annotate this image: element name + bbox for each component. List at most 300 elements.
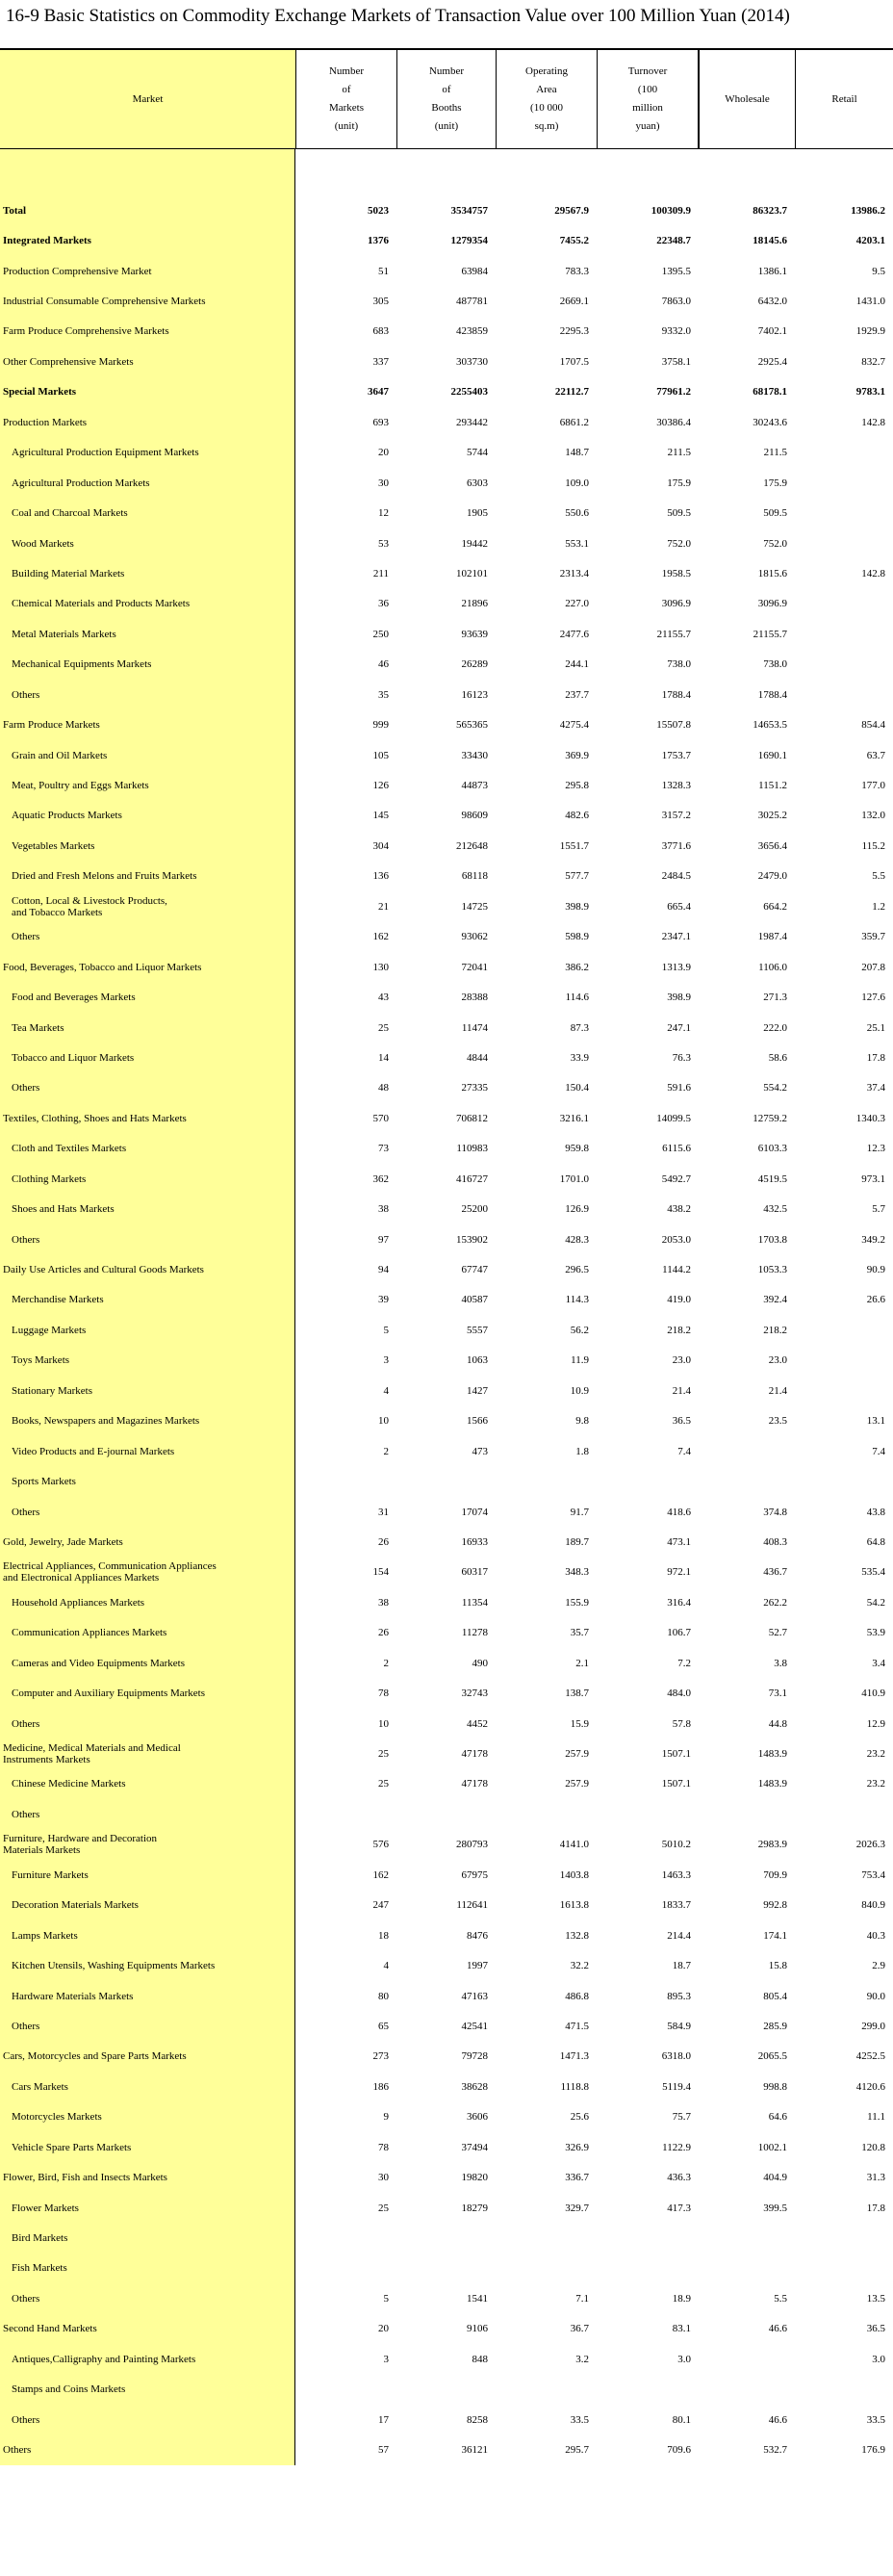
market-name-cell: Books, Newspapers and Magazines Markets — [0, 1406, 295, 1436]
value-cell: 17.8 — [866, 2202, 885, 2214]
value-cell: 87.3 — [570, 1021, 589, 1034]
value-cell: 9.8 — [575, 1415, 589, 1428]
value-cell: 554.2 — [763, 1082, 787, 1095]
value-cell: 126 — [372, 780, 389, 792]
value-cell: 553.1 — [565, 537, 589, 550]
value-cell: 35.7 — [570, 1627, 589, 1639]
value-cell: 80.1 — [672, 2413, 691, 2426]
value-cell: 46 — [378, 658, 389, 671]
value-cell: 142.8 — [861, 416, 885, 428]
value-cell: 1340.3 — [855, 1112, 885, 1124]
value-cell: 21.4 — [672, 1384, 691, 1397]
value-cell: 1403.8 — [559, 1868, 589, 1881]
market-name-cell: Cars Markets — [0, 2072, 295, 2101]
value-cell: 386.2 — [565, 961, 589, 973]
value-cell: 15.9 — [570, 1717, 589, 1730]
value-cell: 207.8 — [861, 961, 885, 973]
value-cell: 32743 — [461, 1687, 488, 1700]
table-row — [0, 558, 893, 588]
value-cell: 1690.1 — [757, 749, 787, 761]
value-cell: 1701.0 — [559, 1172, 589, 1185]
value-cell: 2065.5 — [757, 2050, 787, 2063]
value-cell: 30 — [378, 477, 389, 489]
value-cell: 31 — [378, 1506, 389, 1518]
market-name-cell: Building Material Markets — [0, 558, 295, 588]
table-header — [0, 48, 893, 149]
value-cell: 4844 — [467, 1051, 488, 1064]
market-name-cell: Others — [0, 2283, 295, 2313]
value-cell: 490 — [472, 1657, 488, 1669]
table-row — [0, 589, 893, 619]
table-row — [0, 2072, 893, 2101]
value-cell: 576 — [372, 1839, 389, 1851]
value-cell: 120.8 — [861, 2141, 885, 2153]
value-cell: 145 — [372, 810, 389, 822]
value-cell: 6318.0 — [661, 2050, 691, 2063]
value-cell: 1471.3 — [559, 2050, 589, 2063]
value-cell: 1386.1 — [757, 265, 787, 277]
value-cell: 584.9 — [667, 2020, 691, 2032]
value-cell: 37494 — [461, 2141, 488, 2153]
value-cell: 591.6 — [667, 1082, 691, 1095]
value-cell: 186 — [372, 2080, 389, 2093]
value-cell: 42541 — [461, 2020, 488, 2032]
value-cell: 13.5 — [866, 2292, 885, 2305]
value-cell: 752.0 — [667, 537, 691, 550]
value-cell: 222.0 — [763, 1021, 787, 1034]
value-cell: 33.5 — [570, 2413, 589, 2426]
value-cell: 174.1 — [763, 1929, 787, 1942]
value-cell: 3.4 — [872, 1657, 885, 1669]
market-name-cell: Computer and Auxiliary Equipments Markets — [0, 1678, 295, 1708]
value-cell: 21.4 — [768, 1384, 787, 1397]
value-cell: 280793 — [456, 1839, 488, 1851]
market-name-cell: Communication Appliances Markets — [0, 1618, 295, 1648]
value-cell: 7863.0 — [661, 296, 691, 308]
market-name-cell: Integrated Markets — [0, 225, 295, 255]
value-cell: 2255403 — [450, 386, 488, 399]
value-cell: 1118.8 — [560, 2080, 589, 2093]
value-cell: 398.9 — [565, 900, 589, 913]
market-name-cell: Other Comprehensive Markets — [0, 347, 295, 376]
value-cell: 484.0 — [667, 1687, 691, 1700]
value-cell: 40587 — [461, 1294, 488, 1306]
value-cell: 33.9 — [570, 1051, 589, 1064]
value-cell: 3758.1 — [661, 355, 691, 368]
market-name-cell: Agricultural Production Markets — [0, 468, 295, 498]
value-cell: 369.9 — [565, 749, 589, 761]
value-cell: 6103.3 — [757, 1143, 787, 1155]
value-cell: 6115.6 — [662, 1143, 691, 1155]
value-cell: 436.7 — [763, 1566, 787, 1579]
value-cell: 1395.5 — [661, 265, 691, 277]
value-cell: 473.1 — [667, 1535, 691, 1548]
value-cell: 214.4 — [667, 1929, 691, 1942]
table-row — [0, 650, 893, 680]
value-cell: 218.2 — [763, 1324, 787, 1336]
value-cell: 2026.3 — [855, 1839, 885, 1851]
table-row — [0, 317, 893, 347]
table-row — [0, 1950, 893, 1980]
statistics-table — [0, 48, 893, 2465]
table-row — [0, 619, 893, 649]
value-cell: 211.5 — [763, 447, 787, 459]
table-row — [0, 1648, 893, 1678]
value-cell: 473 — [472, 1445, 488, 1457]
value-cell: 44873 — [461, 780, 488, 792]
value-cell: 25 — [378, 1021, 389, 1034]
value-cell: 1151.2 — [758, 780, 787, 792]
value-cell: 18.7 — [672, 1960, 691, 1972]
value-cell: 3.0 — [677, 2353, 691, 2365]
value-cell: 840.9 — [861, 1899, 885, 1912]
value-cell: 60317 — [461, 1566, 488, 1579]
value-cell: 56.2 — [570, 1324, 589, 1336]
market-name-cell: Tobacco and Liquor Markets — [0, 1043, 295, 1072]
value-cell: 752.0 — [763, 537, 787, 550]
value-cell: 25.6 — [570, 2111, 589, 2124]
market-name-cell: Cameras and Video Equipments Markets — [0, 1648, 295, 1678]
value-cell: 36.5 — [672, 1415, 691, 1428]
value-cell: 570 — [372, 1112, 389, 1124]
market-name-cell: Flower Markets — [0, 2193, 295, 2223]
value-cell: 1427 — [467, 1384, 488, 1397]
value-cell: 1328.3 — [661, 780, 691, 792]
value-cell: 1613.8 — [559, 1899, 589, 1912]
value-cell: 392.4 — [763, 1294, 787, 1306]
value-cell: 7.4 — [677, 1445, 691, 1457]
value-cell: 337 — [372, 355, 389, 368]
table-row — [0, 922, 893, 952]
value-cell: 9783.1 — [855, 386, 885, 399]
value-cell: 25200 — [461, 1203, 488, 1216]
market-name-cell: Luggage Markets — [0, 1315, 295, 1345]
value-cell: 3157.2 — [661, 810, 691, 822]
value-cell: 15.8 — [768, 1960, 787, 1972]
header-markets: Number of Markets (unit) — [295, 50, 396, 148]
value-cell: 305 — [372, 296, 389, 308]
value-cell: 57.8 — [672, 1717, 691, 1730]
market-name-cell: Others — [0, 2405, 295, 2434]
value-cell: 2477.6 — [559, 628, 589, 640]
value-cell: 110983 — [456, 1143, 488, 1155]
table-row — [0, 1830, 893, 1860]
value-cell: 27335 — [461, 1082, 488, 1095]
value-cell: 1376 — [368, 235, 389, 247]
market-name-cell: Wood Markets — [0, 528, 295, 558]
market-name-cell: Sports Markets — [0, 1466, 295, 1496]
market-name-cell: Others — [0, 1073, 295, 1103]
market-name-cell: Textiles, Clothing, Shoes and Hats Markets — [0, 1103, 295, 1133]
value-cell: 410.9 — [861, 1687, 885, 1700]
value-cell: 78 — [378, 2141, 389, 2153]
value-cell: 51 — [378, 265, 389, 277]
table-row — [0, 1436, 893, 1466]
value-cell: 471.5 — [565, 2020, 589, 2032]
table-row — [0, 195, 893, 225]
table-row — [0, 982, 893, 1012]
value-cell: 1987.4 — [757, 931, 787, 943]
value-cell: 67975 — [461, 1868, 488, 1881]
table-row — [0, 1678, 893, 1708]
table-row — [0, 1739, 893, 1768]
table-row — [0, 1285, 893, 1315]
value-cell: 14653.5 — [753, 719, 787, 732]
value-cell: 38 — [378, 1203, 389, 1216]
value-cell: 10 — [378, 1415, 389, 1428]
value-cell: 75.7 — [672, 2111, 691, 2124]
value-cell: 154 — [372, 1566, 389, 1579]
value-cell: 23.0 — [768, 1354, 787, 1367]
value-cell: 293442 — [456, 416, 488, 428]
value-cell: 91.7 — [570, 1506, 589, 1518]
value-cell: 247 — [372, 1899, 389, 1912]
market-name-cell: Special Markets — [0, 377, 295, 407]
table-row — [0, 2434, 893, 2464]
value-cell: 105 — [372, 749, 389, 761]
market-name-cell: Others — [0, 1799, 295, 1829]
market-name-cell: Vegetables Markets — [0, 831, 295, 861]
value-cell: 487781 — [456, 296, 488, 308]
value-cell: 53 — [378, 537, 389, 550]
market-name-cell: Others — [0, 1709, 295, 1739]
table-row — [0, 1981, 893, 2011]
table-row — [0, 377, 893, 407]
market-name-cell: Shoes and Hats Markets — [0, 1194, 295, 1224]
value-cell: 362 — [372, 1172, 389, 1185]
table-row — [0, 1920, 893, 1950]
table-title: 16-9 Basic Statistics on Commodity Exchange Markets of Transaction Value over 100 Million Yuan (2014) — [6, 6, 790, 26]
value-cell: 5492.7 — [661, 1172, 691, 1185]
header-area: Operating Area (10 000 sq.m) — [496, 50, 597, 148]
table-row — [0, 528, 893, 558]
value-cell: 227.0 — [565, 598, 589, 610]
value-cell: 176.9 — [861, 2444, 885, 2457]
table-body — [0, 195, 893, 2465]
value-cell: 23.5 — [768, 1415, 787, 1428]
value-cell: 296.5 — [565, 1264, 589, 1276]
market-name-cell: Clothing Markets — [0, 1164, 295, 1194]
value-cell: 175.9 — [667, 477, 691, 489]
value-cell: 992.8 — [763, 1899, 787, 1912]
value-cell: 33.5 — [866, 2413, 885, 2426]
table-row — [0, 801, 893, 831]
value-cell: 1483.9 — [757, 1748, 787, 1761]
value-cell: 73.1 — [768, 1687, 787, 1700]
value-cell: 46.6 — [768, 2323, 787, 2335]
value-cell: 148.7 — [565, 447, 589, 459]
table-row — [0, 1194, 893, 1224]
value-cell: 38628 — [461, 2080, 488, 2093]
value-cell: 26.6 — [866, 1294, 885, 1306]
value-cell: 22112.7 — [554, 386, 589, 399]
value-cell: 3096.9 — [757, 598, 787, 610]
value-cell: 25 — [378, 1778, 389, 1790]
value-cell: 1753.7 — [661, 749, 691, 761]
value-cell: 349.2 — [861, 1233, 885, 1246]
value-cell: 25.1 — [866, 1021, 885, 1034]
value-cell: 48 — [378, 1082, 389, 1095]
table-row — [0, 1709, 893, 1739]
value-cell: 11278 — [461, 1627, 488, 1639]
value-cell: 132.8 — [565, 1929, 589, 1942]
table-row — [0, 1164, 893, 1194]
value-cell: 738.0 — [667, 658, 691, 671]
value-cell: 783.3 — [565, 265, 589, 277]
value-cell: 4452 — [467, 1717, 488, 1730]
value-cell: 30386.4 — [656, 416, 691, 428]
value-cell: 25 — [378, 1748, 389, 1761]
value-cell: 106.7 — [667, 1627, 691, 1639]
value-cell: 114.3 — [565, 1294, 589, 1306]
value-cell: 3.0 — [872, 2353, 885, 2365]
value-cell: 10 — [378, 1717, 389, 1730]
value-cell: 54.2 — [866, 1596, 885, 1609]
value-cell: 416727 — [456, 1172, 488, 1185]
value-cell: 115.2 — [861, 839, 885, 852]
value-cell: 4141.0 — [559, 1839, 589, 1851]
value-cell: 11.1 — [867, 2111, 885, 2124]
value-cell: 973.1 — [861, 1172, 885, 1185]
value-cell: 138.7 — [565, 1687, 589, 1700]
table-row — [0, 770, 893, 800]
value-cell: 29567.9 — [554, 204, 589, 217]
value-cell: 46.6 — [768, 2413, 787, 2426]
value-cell: 237.7 — [565, 688, 589, 701]
market-name-cell: Furniture, Hardware and Decoration Materials Markets — [0, 1830, 295, 1860]
value-cell: 78 — [378, 1687, 389, 1700]
value-cell: 19442 — [461, 537, 488, 550]
value-cell: 68118 — [461, 870, 488, 883]
market-name-cell: Total — [0, 195, 295, 225]
market-name-cell: Aquatic Products Markets — [0, 801, 295, 831]
market-name-cell: Second Hand Markets — [0, 2314, 295, 2344]
market-name-cell: Others — [0, 680, 295, 709]
value-cell: 535.4 — [861, 1566, 885, 1579]
market-name-cell: Farm Produce Markets — [0, 709, 295, 739]
market-name-cell: Cotton, Local & Livestock Products, and Tobacco Markets — [0, 891, 295, 921]
value-cell: 93062 — [461, 931, 488, 943]
table-row — [0, 2132, 893, 2162]
value-cell: 1788.4 — [757, 688, 787, 701]
market-name-cell: Lamps Markets — [0, 1920, 295, 1950]
market-name-cell: Fish Markets — [0, 2254, 295, 2283]
value-cell: 21155.7 — [656, 628, 691, 640]
market-name-cell: Decoration Materials Markets — [0, 1891, 295, 1920]
value-cell: 438.2 — [667, 1203, 691, 1216]
value-cell: 21896 — [461, 598, 488, 610]
market-name-cell: Others — [0, 2434, 295, 2464]
value-cell: 1313.9 — [661, 961, 691, 973]
value-cell: 299.0 — [861, 2020, 885, 2032]
value-cell: 417.3 — [667, 2202, 691, 2214]
table-row — [0, 952, 893, 982]
value-cell: 21155.7 — [753, 628, 787, 640]
value-cell: 1144.2 — [662, 1264, 691, 1276]
value-cell: 43 — [378, 992, 389, 1004]
table-row — [0, 831, 893, 861]
value-cell: 257.9 — [565, 1778, 589, 1790]
value-cell: 30243.6 — [753, 416, 787, 428]
value-cell: 38 — [378, 1596, 389, 1609]
value-cell: 47178 — [461, 1748, 488, 1761]
value-cell: 550.6 — [565, 507, 589, 520]
table-row — [0, 740, 893, 770]
value-cell: 130 — [372, 961, 389, 973]
table-row — [0, 1013, 893, 1043]
market-name-cell: Vehicle Spare Parts Markets — [0, 2132, 295, 2162]
value-cell: 2925.4 — [757, 355, 787, 368]
value-cell: 2 — [383, 1445, 389, 1457]
market-name-cell: Antiques,Calligraphy and Painting Markets — [0, 2344, 295, 2374]
value-cell: 53.9 — [866, 1627, 885, 1639]
value-cell: 7.2 — [677, 1657, 691, 1669]
table-row — [0, 891, 893, 921]
header-wholesale: Wholesale — [699, 50, 795, 148]
market-name-cell: Food and Beverages Markets — [0, 982, 295, 1012]
value-cell: 329.7 — [565, 2202, 589, 2214]
table-row — [0, 1043, 893, 1072]
value-cell: 33430 — [461, 749, 488, 761]
value-cell: 26 — [378, 1535, 389, 1548]
value-cell: 162 — [372, 1868, 389, 1881]
value-cell: 895.3 — [667, 1990, 691, 2002]
value-cell: 211.5 — [667, 447, 691, 459]
value-cell: 4 — [383, 1960, 389, 1972]
table-row — [0, 1860, 893, 1890]
value-cell: 25 — [378, 2202, 389, 2214]
value-cell: 13.1 — [866, 1415, 885, 1428]
value-cell: 18.9 — [672, 2292, 691, 2305]
value-cell: 9106 — [467, 2323, 488, 2335]
value-cell: 285.9 — [763, 2020, 787, 2032]
value-cell: 848 — [472, 2353, 488, 2365]
value-cell: 5.5 — [872, 870, 885, 883]
table-row — [0, 2011, 893, 2041]
value-cell: 854.4 — [861, 719, 885, 732]
table-row — [0, 1891, 893, 1920]
value-cell: 17 — [378, 2413, 389, 2426]
table-row — [0, 1134, 893, 1164]
value-cell: 4 — [383, 1384, 389, 1397]
value-cell: 972.1 — [667, 1566, 691, 1579]
value-cell: 1063 — [467, 1354, 488, 1367]
value-cell: 1833.7 — [661, 1899, 691, 1912]
value-cell: 250 — [372, 628, 389, 640]
value-cell: 16123 — [461, 688, 488, 701]
table-row — [0, 468, 893, 498]
market-name-cell: Food, Beverages, Tobacco and Liquor Markets — [0, 952, 295, 982]
value-cell: 3606 — [467, 2111, 488, 2124]
value-cell: 1997 — [467, 1960, 488, 1972]
value-cell: 336.7 — [565, 2172, 589, 2184]
value-cell: 428.3 — [565, 1233, 589, 1246]
value-cell: 6861.2 — [559, 416, 589, 428]
market-name-cell: Merchandise Markets — [0, 1285, 295, 1315]
value-cell: 436.3 — [667, 2172, 691, 2184]
table-row — [0, 1406, 893, 1436]
market-name-cell: Daily Use Articles and Cultural Goods Markets — [0, 1254, 295, 1284]
value-cell: 93639 — [461, 628, 488, 640]
value-cell: 4203.1 — [855, 235, 885, 247]
market-name-cell: Farm Produce Comprehensive Markets — [0, 317, 295, 347]
market-name-cell: Metal Materials Markets — [0, 619, 295, 649]
value-cell: 8476 — [467, 1929, 488, 1942]
value-cell: 9332.0 — [661, 325, 691, 338]
table-row — [0, 2042, 893, 2072]
value-cell: 6432.0 — [757, 296, 787, 308]
value-cell: 97 — [378, 1233, 389, 1246]
